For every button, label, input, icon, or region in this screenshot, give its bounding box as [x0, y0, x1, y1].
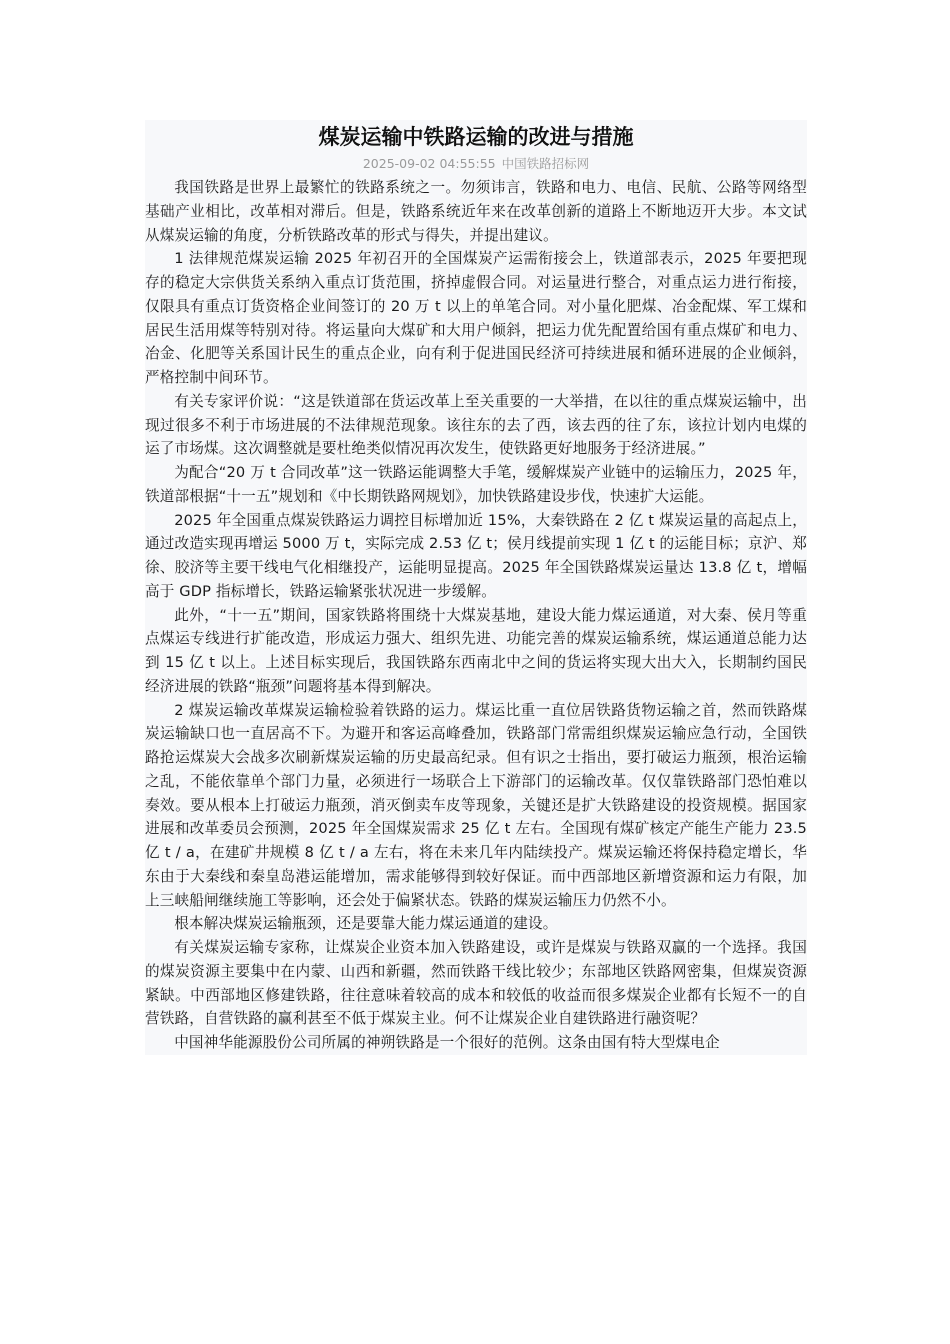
- paragraph: 有关专家评价说：“这是铁道部在货运改革上至关重要的一大举措，在以往的重点煤炭运输中，出现过很多不利于市场进展的不法律规范现象。该往东的去了西，该去西的往了东，该拉计划内电煤的运了市场煤。这次调整就是要杜绝类似情况再次发生，使铁路更好地服务于经济进展。”: [145, 392, 807, 458]
- article-title: 煤炭运输中铁路运输的改进与措施: [145, 120, 807, 154]
- article-source: 中国铁路招标网: [501, 156, 590, 171]
- article-meta: [145, 154, 807, 176]
- paragraph: 我国铁路是世界上最繁忙的铁路系统之一。勿须讳言，铁路和电力、电信、民航、公路等网络型基础产业相比，改革相对滞后。但是，铁路系统近年来在改革创新的道路上不断地迈开大步。本文试从煤炭运输的角度，分析铁路改革的形式与得失，并提出建议。: [145, 179, 807, 244]
- publish-timestamp: 2025-09-02 04:55:55: [362, 156, 496, 171]
- paragraph: 1 法律规范煤炭运输 2025 年初召开的全国煤炭产运需衔接会上，铁道部表示，2025 年要把现存的稳定大宗供货关系纳入重点订货范围，挤掉虚假合同。对运量进行整合，对重点运力进行衔接，仅限具有重点订货资格企业间签订的 20 万 t 以上的单笔合同。对小量化肥煤、冶金配煤、军工煤和居民生活用煤等特别对待。将运量向大煤矿和大用户倾斜，把运力优先配置给国有重点煤矿和电力、冶金、化肥等关系国计民生的重点企业，向有利于促进国民经济可持续进展和循环进展的企业倾斜，严格控制中间环节。: [145, 250, 807, 386]
- document-page: [145, 120, 807, 1055]
- paragraph: 此外，“十一五”期间，国家铁路将围绕十大煤炭基地，建设大能力煤运通道，对大秦、侯月等重点煤运专线进行扩能改造，形成运力强大、组织先进、功能完善的煤炭运输系统，煤运通道总能力达到 15 亿 t 以上。上述目标实现后，我国铁路东西南北中之间的货运将实现大出大入，长期制约国民经济进展的铁路“瓶颈”问题将基本得到解决。: [145, 606, 807, 695]
- article-body: [145, 176, 807, 1055]
- paragraph: 2025 年全国重点煤炭铁路运力调控目标增加近 15%，大秦铁路在 2 亿 t 煤炭运量的高起点上，通过改造实现再增运 5000 万 t，实际完成 2.53 亿 t；侯月线提前实现 1 亿 t 的运能目标；京沪、郑徐、胶济等主要干线电气化相继投产，运能明显提高。2025 年全国铁路煤炭运量达 13.8 亿 t，增幅高于 GDP 指标增长，铁路运输紧张状况进一步缓解。: [145, 511, 807, 600]
- paragraph: 根本解决煤炭运输瓶颈，还是要靠大能力煤运通道的建设。: [174, 915, 558, 933]
- paragraph: 2 煤炭运输改革煤炭运输检验着铁路的运力。煤运比重一直位居铁路货物运输之首，然而铁路煤炭运输缺口也一直居高不下。为避开和客运高峰叠加，铁路部门常需组织煤炭运输应急行动，全国铁路抢运煤炭大会战多次刷新煤炭运输的历史最高纪录。但有识之士指出，要打破运力瓶颈，根治运输之乱，不能依靠单个部门力量，必须进行一场联合上下游部门的运输改革。仅仅靠铁路部门恐怕难以奏效。要从根本上打破运力瓶颈，消灭倒卖车皮等现象，关键还是扩大铁路建设的投资规模。据国家进展和改革委员会预测，2025 年全国煤炭需求 25 亿 t 左右。全国现有煤矿核定产能生产能力 23.5 亿 t / a，在建矿井规模 8 亿 t / a 左右，将在未来几年内陆续投产。煤炭运输还将保持稳定增长，华东由于大秦线和秦皇岛港运能增加，需求能够得到较好保证。而中西部地区新增资源和运力有限，加上三峡船闸继续施工等影响，还会处于偏紧状态。铁路的煤炭运输压力仍然不小。: [145, 701, 807, 909]
- paragraph: 有关煤炭运输专家称，让煤炭企业资本加入铁路建设，或许是煤炭与铁路双赢的一个选择。我国的煤炭资源主要集中在内蒙、山西和新疆，然而铁路干线比较少；东部地区铁路网密集，但煤炭资源紧缺。中西部地区修建铁路，往往意味着较高的成本和较低的收益而很多煤炭企业都有长短不一的自营铁路，自营铁路的赢利甚至不低于煤炭主业。何不让煤炭企业自建铁路进行融资呢？: [145, 939, 807, 1028]
- paragraph: 为配合“20 万 t 合同改革”这一铁路运能调整大手笔，缓解煤炭产业链中的运输压力，2025 年，铁道部根据“十一五”规划和《中长期铁路网规划》，加快铁路建设步伐，快速扩大运能。: [145, 464, 807, 505]
- paragraph: 中国神华能源股份公司所属的神朔铁路是一个很好的范例。这条由国有特大型煤电企: [174, 1034, 720, 1051]
